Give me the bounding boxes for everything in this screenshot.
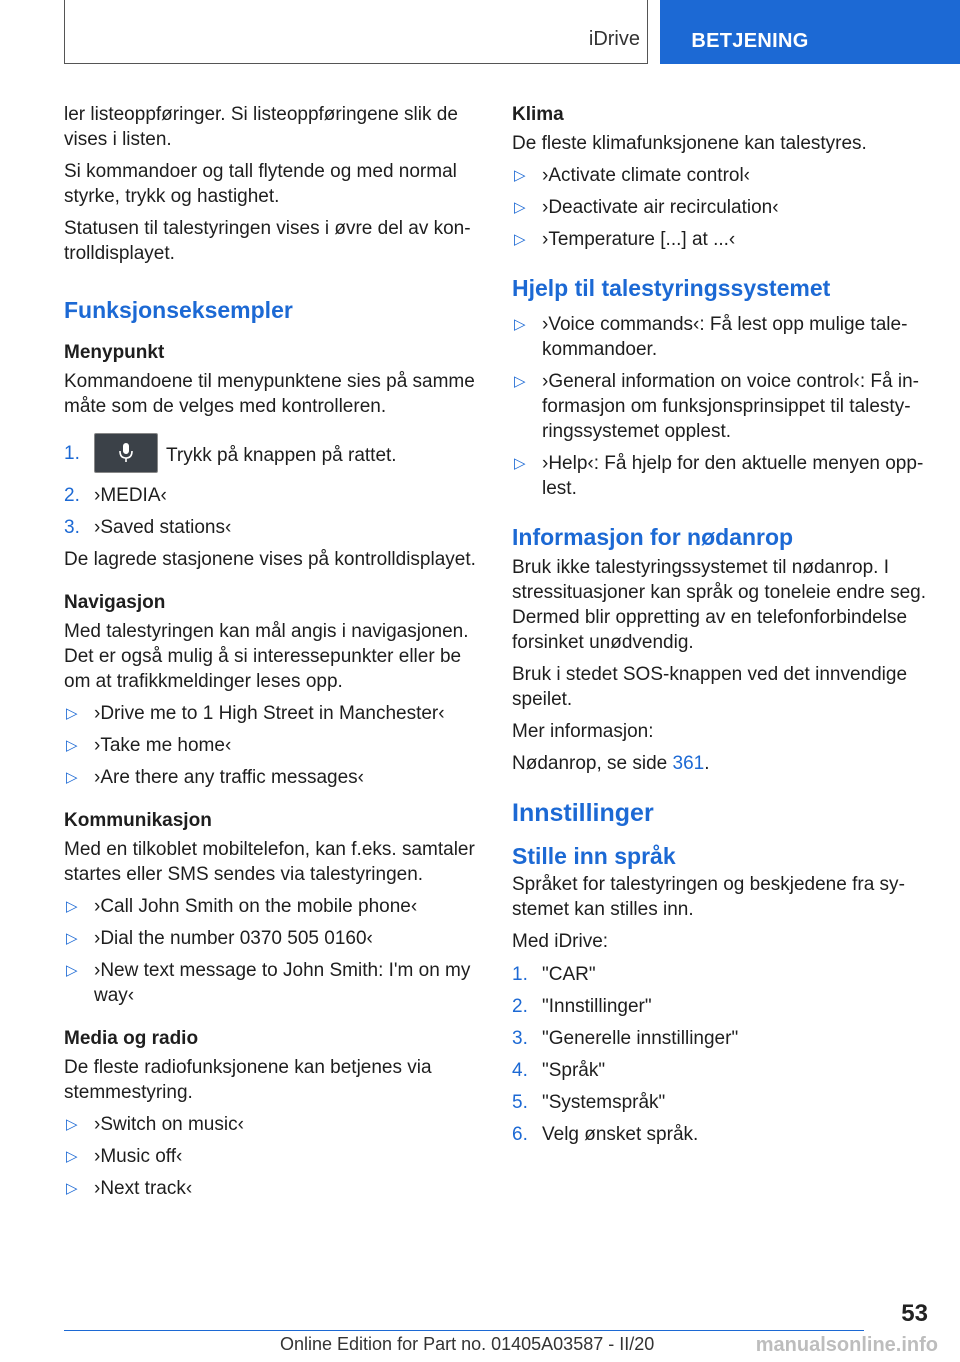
step-number: 1. [512,964,528,985]
footer-edition: Online Edition for Part no. 01405A03587 - II/20 [280,1334,655,1354]
triangle-right-icon: ▷ [66,1180,78,1197]
language-step [512,962,932,987]
comm-heading: Kommunikasjon [64,810,212,831]
climate-heading: Klima [512,104,564,125]
language-step [512,1058,932,1083]
media-text: De fleste radiofunksjonene kan betjenes via stemmestyring. [64,1057,432,1103]
step-text: Velg ønsket språk. [542,1124,699,1145]
triangle-right-icon: ▷ [66,930,78,947]
triangle-right-icon: ▷ [514,231,526,248]
language-steps [512,962,932,1147]
triangle-right-icon: ▷ [66,1116,78,1133]
language-heading: Stille inn språk [512,843,676,869]
nav-list [64,701,484,790]
list-item-text: ›Drive me to 1 High Street in Manchester‹ [94,703,445,724]
settings-heading: Innstillinger [512,799,654,827]
nav-heading: Navigasjon [64,592,166,613]
footer-divider [64,1330,864,1331]
list-item [512,227,932,252]
list-item [64,1176,484,1201]
list-item [512,312,932,362]
nav-text: Med talestyringen kan mål angis i navigasjonen. Det er også mulig å si interessepunkter eller be om at trafikkmeldinger leses opp. [64,621,469,692]
menu-step-3 [64,515,484,540]
step-text: ›Saved stations‹ [94,517,232,538]
language-text: Språket for talestyringen og beskjedene fra systemet kan stilles inn. [512,874,905,920]
comm-text: Med en tilkoblet mobiltelefon, kan f.eks. samtaler startes eller SMS sendes via talestyringen. [64,839,475,885]
climate-list [512,163,932,252]
emergency-text-1: Bruk ikke talestyringssystemet til nødanrop. I stressituasjoner kan språk og toneleie endre seg. Dermed blir oppretting av en telefonforbindelse forsinket unødvendig. [512,557,927,653]
microphone-button-icon [94,433,158,473]
list-item [512,163,932,188]
step-text: "Generelle innstillinger" [542,1028,739,1049]
list-item-text: ›General information on voice control‹: Få informasjon om funksjonsprinsippet til talestyringssystemet opplest. [542,371,919,442]
watermark: manualsonline.info [755,1334,938,1356]
triangle-right-icon: ▷ [514,316,526,333]
emergency-heading: Informasjon for nødanrop [512,524,794,550]
step-number: 3. [64,517,80,538]
emergency-reference [512,751,932,776]
menu-steps [64,433,484,540]
list-item [64,1144,484,1169]
menu-step-1 [64,433,484,473]
list-item [64,1112,484,1137]
triangle-right-icon: ▷ [514,373,526,390]
step-text: "Innstillinger" [542,996,652,1017]
menu-heading: Menypunkt [64,342,165,363]
list-item-text: ›Voice commands‹: Få lest opp mulige talekommandoer. [542,314,908,360]
language-step [512,994,932,1019]
step-number: 6. [512,1124,528,1145]
header-frame [64,0,648,64]
step-number: 4. [512,1060,528,1081]
triangle-right-icon: ▷ [66,705,78,722]
list-item-text: ›Take me home‹ [94,735,232,756]
list-item [64,894,484,919]
header-chapter-tab [660,0,960,64]
list-item-text: ›Dial the number 0370 505 0160‹ [94,928,373,949]
step-text: "Systemspråk" [542,1092,666,1113]
step-number: 1. [64,443,80,464]
list-item [64,958,484,1008]
menu-step-2 [64,483,484,508]
language-step [512,1090,932,1115]
examples-heading: Funksjonseksempler [64,297,293,323]
comm-list [64,894,484,1008]
step-number: 2. [64,485,80,506]
intro-paragraph-3: Statusen til talestyringen vises i øvre del av kontrolldisplayet. [64,218,471,264]
triangle-right-icon: ▷ [66,737,78,754]
language-step [512,1122,932,1147]
list-item [512,451,932,501]
reference-suffix: . [704,753,710,774]
media-heading: Media og radio [64,1028,199,1049]
media-list [64,1112,484,1201]
list-item [64,701,484,726]
language-with-idrive: Med iDrive: [512,931,609,952]
help-list [512,312,932,501]
step-number: 3. [512,1028,528,1049]
list-item-text: ›Help‹: Få hjelp for den aktuelle menyen opplest. [542,453,924,499]
step-text: ›MEDIA‹ [94,485,167,506]
triangle-right-icon: ▷ [66,898,78,915]
step-number: 5. [512,1092,528,1113]
page-reference-link[interactable]: 361 [672,753,705,774]
list-item [64,733,484,758]
list-item-text: ›Music off‹ [94,1146,183,1167]
list-item-text: ›Temperature [...] at ...‹ [542,229,736,250]
climate-text: De fleste klimafunksjonene kan talestyres. [512,133,867,154]
page-number: 53 [901,1300,928,1327]
menu-text: Kommandoene til menypunktene sies på samme måte som de velges med kontrolleren. [64,371,475,417]
list-item-text: ›Switch on music‹ [94,1114,244,1135]
step-text: Trykk på knappen på rattet. [166,445,397,466]
list-item [512,195,932,220]
right-column [512,102,932,1154]
microphone-icon [117,442,135,464]
triangle-right-icon: ▷ [514,455,526,472]
list-item-text: ›Deactivate air recirculation‹ [542,197,779,218]
left-column [64,102,484,1208]
list-item-text: ›Activate climate control‹ [542,165,751,186]
list-item [64,926,484,951]
list-item-text: ›Call John Smith on the mobile phone‹ [94,896,418,917]
triangle-right-icon: ▷ [514,167,526,184]
list-item-text: ›New text message to John Smith: I'm on my way‹ [94,960,471,1006]
step-number: 2. [512,996,528,1017]
intro-paragraph-2: Si kommandoer og tall flytende og med normal styrke, trykk og hastighet. [64,161,457,207]
emergency-text-2: Bruk i stedet SOS-knappen ved det innvendige speilet. [512,664,908,710]
triangle-right-icon: ▷ [514,199,526,216]
triangle-right-icon: ▷ [66,962,78,979]
intro-paragraph-1: ler listeoppføringer. Si listeoppføringene slik de vises i listen. [64,104,458,150]
list-item [64,765,484,790]
step-text: "Språk" [542,1060,606,1081]
header-chapter-label: BETJENING [691,30,809,52]
list-item-text: ›Are there any traffic messages‹ [94,767,364,788]
menu-after-text: De lagrede stasjonene vises på kontrolldisplayet. [64,549,476,570]
triangle-right-icon: ▷ [66,1148,78,1165]
step-text: "CAR" [542,964,596,985]
reference-text: Nødanrop, se side [512,753,673,774]
emergency-text-3: Mer informasjon: [512,721,654,742]
list-item-text: ›Next track‹ [94,1178,193,1199]
header-section: iDrive [588,28,640,50]
list-item [512,369,932,444]
triangle-right-icon: ▷ [66,769,78,786]
help-heading: Hjelp til talestyringssystemet [512,275,831,301]
language-step [512,1026,932,1051]
